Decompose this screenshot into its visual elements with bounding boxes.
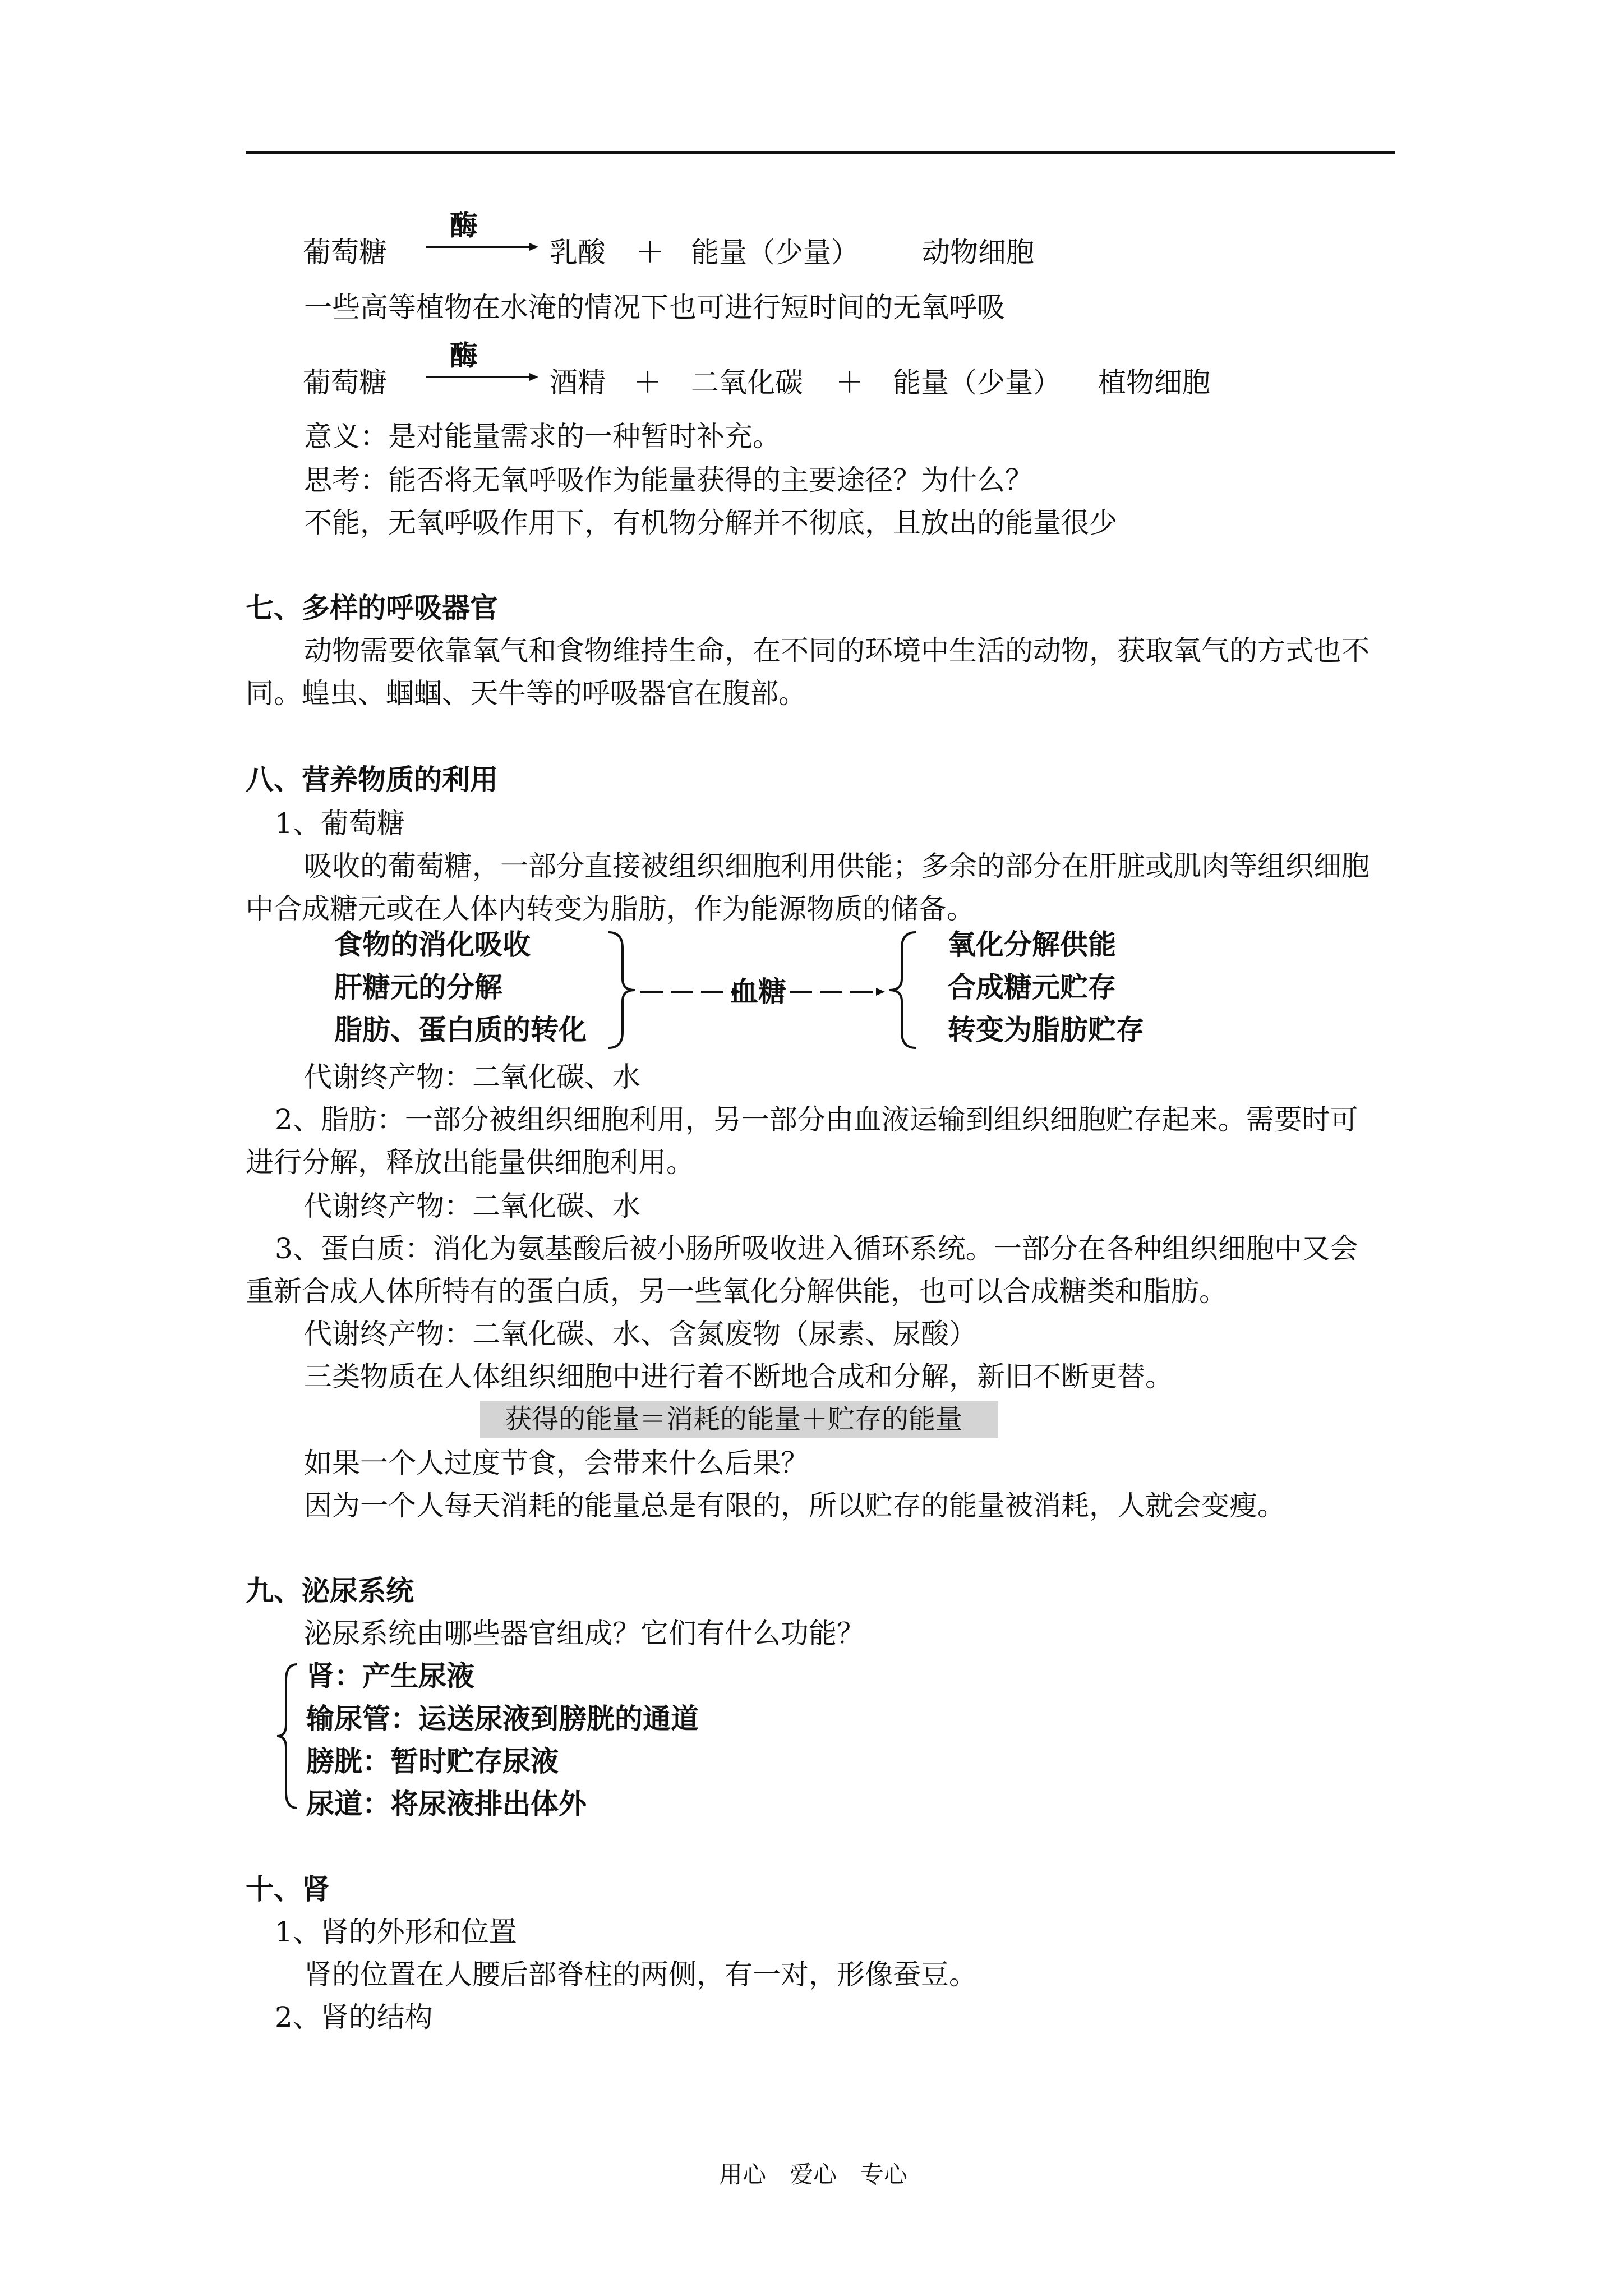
eq2-plus2: ＋ xyxy=(836,366,864,399)
eq1-product2: 能量（少量） xyxy=(691,236,859,269)
eq1-enzyme: 酶 xyxy=(450,209,478,242)
use-item: 合成糖元贮存 xyxy=(948,970,1116,1004)
section-10-title: 十、肾 xyxy=(246,1872,330,1906)
use-item: 氧化分解供能 xyxy=(948,928,1116,961)
urinary-brace-icon xyxy=(275,1663,303,1809)
eq2-reactant: 葡萄糖 xyxy=(303,366,387,399)
eq2-plus1: ＋ xyxy=(634,366,662,399)
section-8-title: 八、营养物质的利用 xyxy=(246,763,498,796)
page-footer: 用心 爱心 专心 xyxy=(719,2161,908,2188)
diet-answer: 因为一个人每天消耗的能量总是有限的，所以贮存的能量被消耗，人就会变瘦。 xyxy=(304,1489,1285,1522)
eq1-reactant: 葡萄糖 xyxy=(303,236,387,269)
eq2-product2: 二氧化碳 xyxy=(691,366,803,399)
three-substances-line: 三类物质在人体组织细胞中进行着不断地合成和分解，新旧不断更替。 xyxy=(304,1360,1173,1393)
section-9-title: 九、泌尿系统 xyxy=(246,1574,414,1607)
left-brace-icon xyxy=(885,931,919,1049)
glucose-para-line2: 中合成糖元或在人体内转变为脂肪，作为能源物质的储备。 xyxy=(246,892,975,925)
dash-arrow-right-icon xyxy=(790,986,885,997)
eq2-enzyme: 酶 xyxy=(450,339,478,372)
eq1-plus1: ＋ xyxy=(636,236,664,269)
fat-para-line2: 进行分解，释放出能量供细胞利用。 xyxy=(246,1146,694,1179)
source-item: 食物的消化吸收 xyxy=(334,928,531,961)
urinary-item-bladder: 膀胱：暂时贮存尿液 xyxy=(306,1745,559,1778)
use-item: 转变为脂肪贮存 xyxy=(948,1013,1144,1046)
glucose-para-line1: 吸收的葡萄糖，一部分直接被组织细胞利用供能；多余的部分在肝脏或肌肉等组织细胞 xyxy=(304,850,1370,882)
eq1-arrow-icon xyxy=(426,241,538,252)
diet-question: 如果一个人过度节食，会带来什么后果？ xyxy=(304,1447,809,1479)
end-product-3: 代谢终产物：二氧化碳、水、含氮废物（尿素、尿酸） xyxy=(304,1318,977,1350)
eq2-product1: 酒精 xyxy=(550,366,606,399)
urinary-question: 泌尿系统由哪些器官组成？它们有什么功能？ xyxy=(304,1617,865,1650)
dash-arrow-left-icon xyxy=(640,986,741,997)
eq2-cell: 植物细胞 xyxy=(1098,366,1210,399)
think-answer: 不能，无氧呼吸作用下，有机物分解并不彻底，且放出的能量很少 xyxy=(304,507,1117,539)
kidney-sub2: 2、肾的结构 xyxy=(275,2001,433,2033)
eq2-product3: 能量（少量） xyxy=(893,366,1061,399)
right-brace-icon xyxy=(606,931,639,1049)
blood-sugar-diagram xyxy=(314,926,1211,1055)
eq2-arrow-icon xyxy=(426,371,538,383)
end-product-2: 代谢终产物：二氧化碳、水 xyxy=(304,1190,640,1222)
protein-para-line2: 重新合成人体所特有的蛋白质，另一些氧化分解供能，也可以合成糖类和脂肪。 xyxy=(246,1275,1227,1308)
meaning-line: 意义：是对能量需求的一种暂时补充。 xyxy=(304,420,781,453)
header-rule xyxy=(246,151,1395,154)
section-7-para-line1: 动物需要依靠氧气和食物维持生命，在不同的环境中生活的动物，获取氧气的方式也不 xyxy=(304,634,1370,667)
anaerobic-plants-line: 一些高等植物在水淹的情况下也可进行短时间的无氧呼吸 xyxy=(304,291,1005,324)
section-8-sub1: 1、葡萄糖 xyxy=(275,807,405,840)
end-product-1: 代谢终产物：二氧化碳、水 xyxy=(304,1061,640,1093)
protein-para-line1: 3、蛋白质：消化为氨基酸后被小肠所吸收进入循环系统。一部分在各种组织细胞中又会 xyxy=(275,1232,1358,1265)
kidney-position-para: 肾的位置在人腰后部脊柱的两侧，有一对，形像蚕豆。 xyxy=(304,1958,977,1991)
eq1-product1: 乳酸 xyxy=(550,236,606,269)
source-item: 肝糖元的分解 xyxy=(334,970,502,1004)
section-7-para-line2: 同。蝗虫、蝈蝈、天牛等的呼吸器官在腹部。 xyxy=(246,677,806,710)
blood-sugar-center: 血糖 xyxy=(730,975,786,1008)
think-question: 思考：能否将无氧呼吸作为能量获得的主要途径？为什么？ xyxy=(304,464,1033,496)
source-item: 脂肪、蛋白质的转化 xyxy=(334,1013,587,1046)
energy-formula: 获得的能量＝消耗的能量＋贮存的能量 xyxy=(505,1404,963,1435)
equation-alcohol xyxy=(303,339,1312,411)
urinary-item-ureter: 输尿管：运送尿液到膀胱的通道 xyxy=(306,1702,699,1735)
kidney-sub1: 1、肾的外形和位置 xyxy=(275,1916,517,1948)
equation-lactic xyxy=(303,209,1088,280)
urinary-item-kidney: 肾：产生尿液 xyxy=(306,1659,474,1692)
eq1-cell: 动物细胞 xyxy=(922,236,1034,269)
fat-para-line1: 2、脂肪：一部分被组织细胞利用，另一部分由血液运输到组织细胞贮存起来。需要时可 xyxy=(275,1103,1358,1136)
urinary-item-urethra: 尿道：将尿液排出体外 xyxy=(306,1787,587,1820)
section-7-title: 七、多样的呼吸器官 xyxy=(246,591,498,624)
